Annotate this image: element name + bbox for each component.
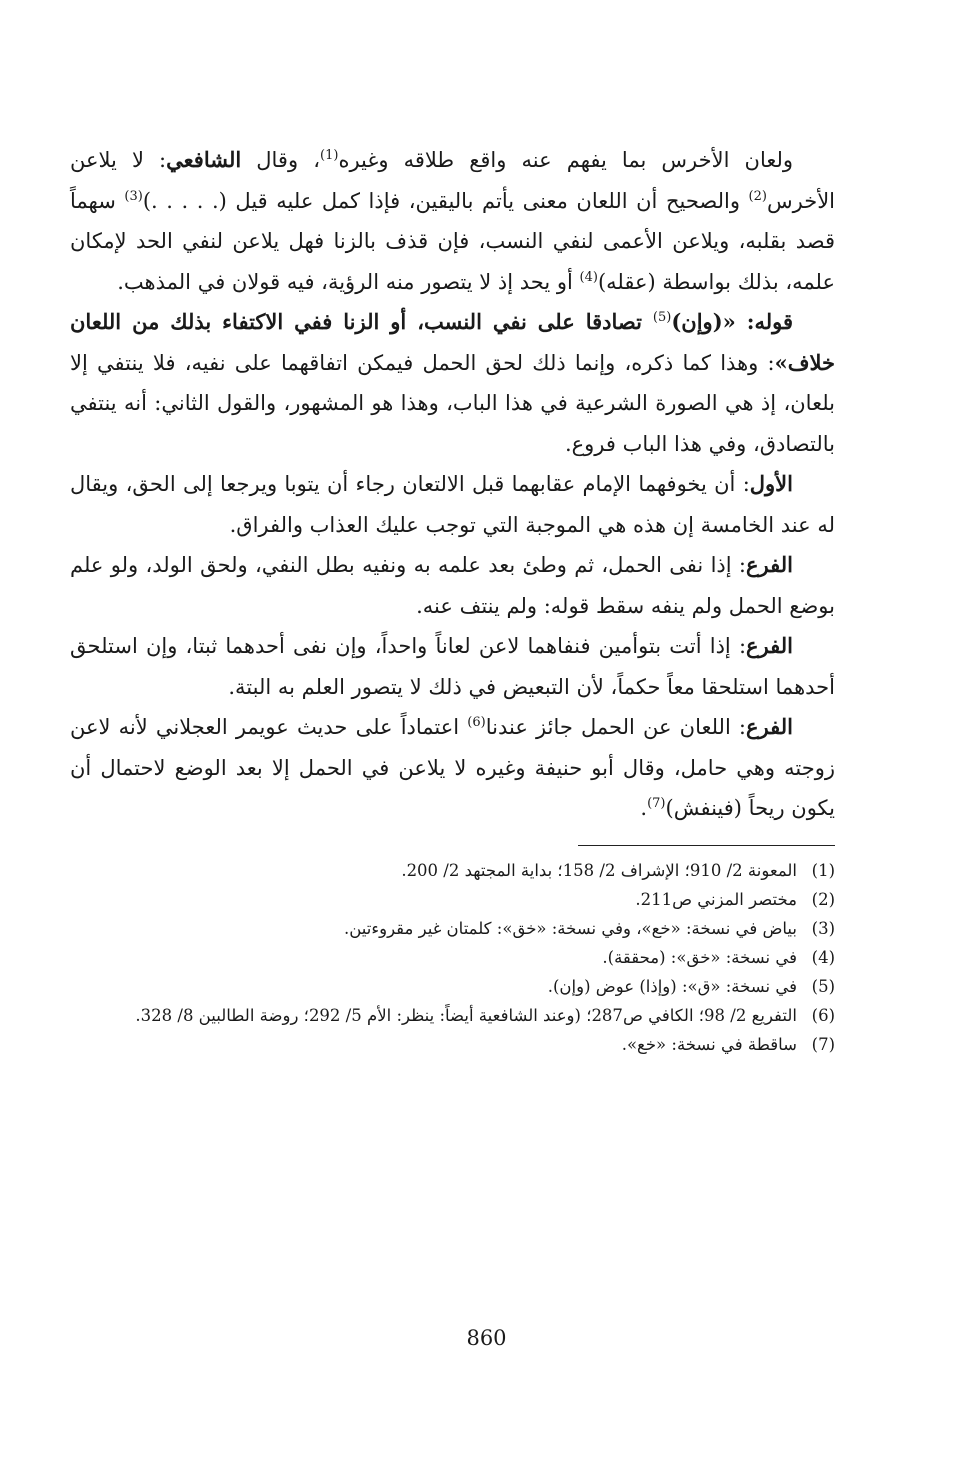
main-text (70, 140, 835, 829)
footnote-number: (6) (811, 1005, 835, 1025)
text-run: سهماً قصد بقلبه، ويلاعن الأعمى لنفي النسب، فإن قذف بالزنا فهل يلاعن لنفي الحد لإمكان علمه، بذلك بواسطة (عقله) (70, 188, 835, 294)
paragraph-p6 (70, 707, 835, 829)
bold-term: الفرع (746, 714, 793, 739)
paragraph-p3 (70, 464, 835, 545)
footnotes (70, 856, 835, 1059)
paragraph-p4 (70, 545, 835, 626)
footnote-text: ساقطة في نسخة: «خع». (621, 1034, 797, 1054)
paragraph-p5 (70, 626, 835, 707)
page-content (70, 140, 835, 1059)
text-run: اعتماداً على حديث عويمر العجلاني لأنه لاعن زوجته وهي حامل، وقال أبو حنيفة وغيره لا يلاعن في الحمل إلا بعد الوضع لاحتمال أن يكون ريحاً (فينفش) (70, 715, 835, 820)
bold-term: تصادقا على نفي النسب، أو الزنا ففي الاكتفاء بذلك من اللعان خلاف» (70, 309, 835, 375)
text-run: أو يحد إذ لا يتصور منه الرؤية، فيه قولان في المذهب. (117, 269, 580, 294)
footnote-text: بياض في نسخة: «خع»، وفي نسخة: «خق»: كلمتان غير مقروءتين. (343, 918, 797, 938)
footnote-text: المعونة 2/ 910؛ الإشراف 2/ 158؛ بداية المجتهد 2/ 200. (401, 860, 797, 880)
bold-term: الشافعي (166, 147, 242, 172)
footnote-number: (1) (811, 860, 835, 880)
footnote-item (70, 856, 835, 885)
footnote-item (70, 1001, 835, 1030)
footnote-text: التفريع 2/ 98؛ الكافي ص287؛ (وعند الشافعية أيضاً: ينظر: الأم 5/ 292؛ روضة الطالبين 8/ 328. (135, 1005, 797, 1025)
footnote-separator (578, 845, 835, 846)
text-run: : إذا أتت بتوأمين فنفاهما لاعن لعاناً واحداً، وإن نفى أحدهما ثبتا، وإن استلحق أحدهما استلحقا معاً حكماً، لأن التبعيض في ذلك لا يتصور العلم به البتة. (70, 634, 835, 699)
footnote-item (70, 885, 835, 914)
text-run: : وهذا كما ذكره، وإنما ذلك لحق الحمل فيمكن اتفاقهما على نفيه، فلا ينتفي إلا بلعان، إذ هي الصورة الشرعية في هذا الباب، وهذا هو المشهور، والقول الثاني: أنه ينتفي بالتصادق، وفي هذا الباب فروع. (70, 350, 835, 456)
bold-term: الفرع (746, 633, 793, 658)
footnote-item (70, 972, 835, 1001)
footnote-text: مختصر المزني ص211. (635, 889, 797, 909)
bold-term: الأول (749, 471, 793, 496)
text-run: ، وقال (241, 148, 320, 172)
footnote-number: (2) (811, 889, 835, 909)
footnote-number: (4) (811, 947, 835, 967)
text-run: ولعان الأخرس بما يفهم عنه واقع طلاقه وغيره (338, 148, 794, 172)
footnote-text: في نسخة: «ق»: (وإذا) عوض (وإن). (547, 976, 797, 996)
footnote-number: (3) (811, 918, 835, 938)
footnote-ref: (6) (467, 715, 486, 730)
page-number: 860 (466, 1326, 507, 1350)
footnote-ref: (4) (579, 269, 598, 285)
footnote-text: في نسخة: «خق»: (محققة). (602, 947, 797, 967)
paragraph-p1 (70, 140, 835, 302)
footnote-number: (7) (811, 1034, 835, 1054)
footnote-ref: (2) (748, 188, 767, 204)
paragraph-p2 (70, 302, 835, 464)
bold-term: قوله: «(وإن) (671, 309, 793, 334)
footnote-item (70, 1030, 835, 1059)
footnote-item (70, 943, 835, 972)
text-run: : أن يخوفهما الإمام عقابهما قبل الالتعان رجاء أن يتوبا ويرجعا إلى الحق، ويقال له عند الخامسة إن هذه هي الموجبة التي توجب عليك العذاب والفراق. (70, 472, 835, 537)
footnote-ref: (5) (652, 310, 672, 325)
footnote-ref: (7) (647, 796, 666, 811)
text-run: والصحيح أن اللعان معنى يأتم باليقين، فإذا كمل عليه قيل (. . . . .) (142, 188, 749, 213)
text-run: : إذا نفى الحمل، ثم وطئ بعد علمه به ونفيه بطل النفي، ولحق الولد، ولو علم بوضع الحمل ولم ينفه سقط قوله: ولم ينتف عنه. (70, 553, 835, 618)
bold-term: الفرع (746, 552, 793, 577)
footnote-ref: (3) (124, 188, 143, 204)
footnote-item (70, 914, 835, 943)
text-run: . (640, 796, 648, 820)
text-run: : لا يلاعن الأخرس (70, 148, 835, 213)
footnote-ref: (1) (320, 148, 339, 163)
text-run: : اللعان عن الحمل جائز عندنا (485, 715, 747, 739)
footnote-number: (5) (811, 976, 835, 996)
